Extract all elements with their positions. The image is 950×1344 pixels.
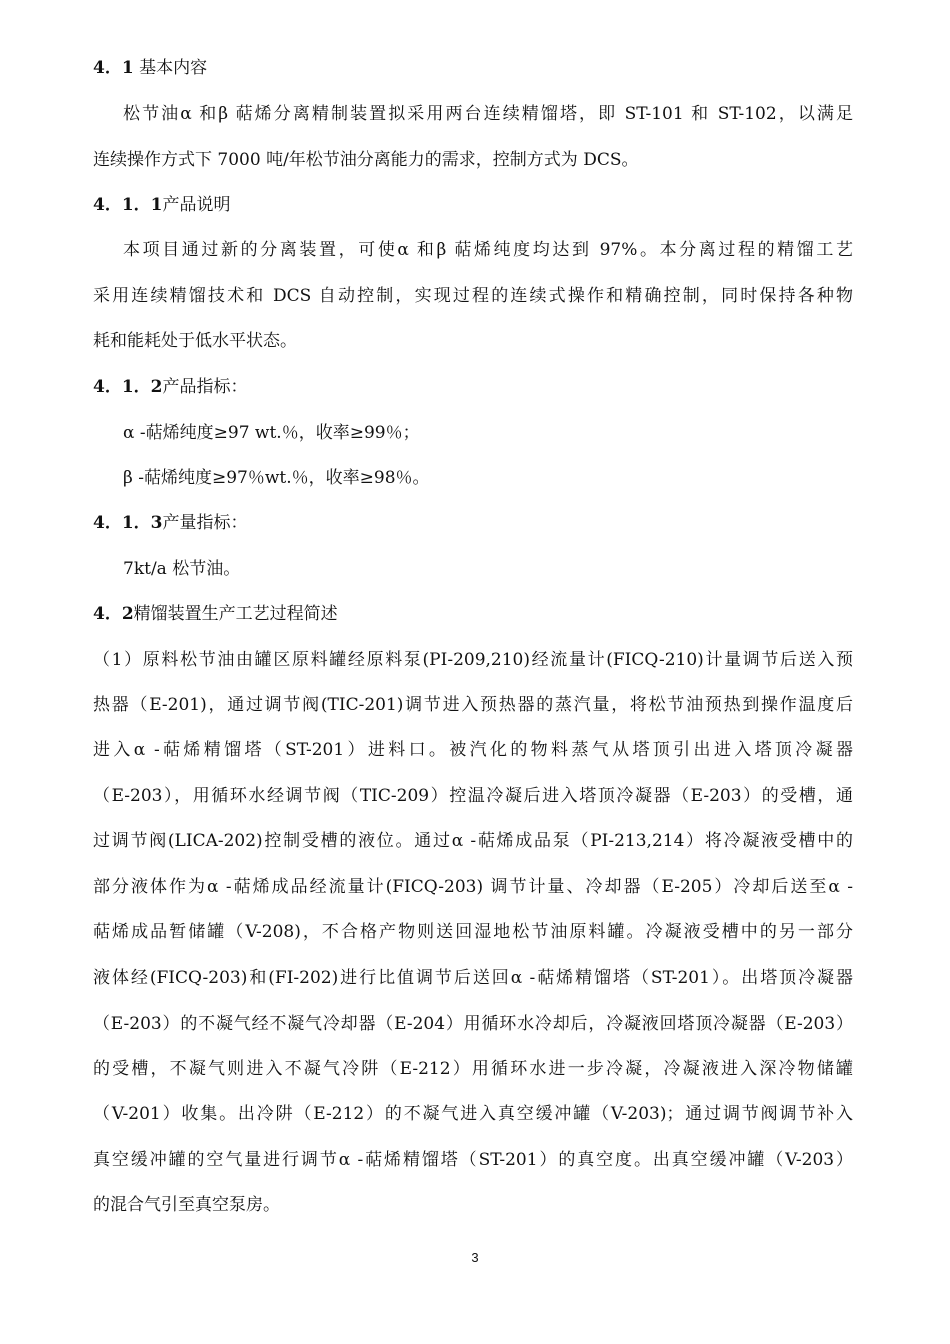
heading-4-1-3	[93, 512, 853, 534]
heading-title: 产量指标：	[162, 513, 248, 533]
paragraph-line: 耗和能耗处于低水平状态。	[93, 331, 297, 351]
paragraph-line: 连续操作方式下 7000 吨/年松节油分离能力的需求，控制方式为 DCS。	[93, 150, 639, 170]
spec-line-alpha: α -萜烯纯度≥97 wt.％，收率≥99％；	[123, 423, 420, 443]
heading-4-1-1	[93, 194, 853, 216]
process-line: （E-203），用循环水经调节阀（TIC-209）控温冷凝后进入塔顶冷凝器（E-203）的受槽，通	[93, 786, 853, 806]
process-line: 部分液体作为α -萜烯成品经流量计(FICQ-203) 调节计量、冷却器（E-205）冷却后送至α -	[93, 877, 853, 897]
process-line: （V-201）收集。出冷阱（E-212）的不凝气进入真空缓冲罐（V-203)；通过调节阀调节补入	[93, 1104, 853, 1124]
heading-number: 4．1	[93, 58, 134, 78]
heading-title: 产品说明	[162, 195, 231, 215]
process-line: 的混合气引至真空泵房。	[93, 1195, 280, 1215]
process-line: 萜烯成品暂储罐（V-208)，不合格产物则送回湿地松节油原料罐。冷凝液受槽中的另一部分	[93, 922, 853, 942]
heading-4-2	[93, 603, 853, 625]
process-line: 的受槽，不凝气则进入不凝气冷阱（E-212）用循环水进一步冷凝，冷凝液进入深冷物储罐	[93, 1059, 853, 1079]
heading-number: 4．1．2	[93, 377, 163, 397]
spec-line-beta: β -萜烯纯度≥97％wt.％，收率≥98％。	[123, 468, 430, 488]
process-line: 进入α -萜烯精馏塔（ST-201）进料口。被汽化的物料蒸气从塔顶引出进入塔顶冷凝器	[93, 740, 853, 760]
process-line: 过调节阀(LICA-202)控制受槽的液位。通过α -萜烯成品泵（PI-213,214）将冷凝液受槽中的	[93, 831, 853, 851]
process-line: 热器（E-201)，通过调节阀(TIC-201)调节进入预热器的蒸汽量，将松节油预热到操作温度后	[93, 695, 853, 715]
heading-4-1-2	[93, 376, 853, 398]
process-line: （E-203）的不凝气经不凝气冷却器（E-204）用循环水冷却后，冷凝液回塔顶冷凝器（E-203）	[93, 1014, 853, 1034]
process-line: 真空缓冲罐的空气量进行调节α -萜烯精馏塔（ST-201）的真空度。出真空缓冲罐（V-203）	[93, 1150, 853, 1170]
paragraph-line: 松节油α 和β 萜烯分离精制装置拟采用两台连续精馏塔，即 ST-101 和 ST-102，以满足	[123, 104, 853, 124]
paragraph-line: 本项目通过新的分离装置，可使α 和β 萜烯纯度均达到 97%。本分离过程的精馏工艺	[123, 240, 853, 260]
heading-number: 4．1．3	[93, 513, 163, 533]
paragraph-line: 采用连续精馏技术和 DCS 自动控制，实现过程的连续式操作和精确控制，同时保持各种物	[93, 286, 853, 306]
page-number: 3	[471, 1250, 479, 1265]
heading-title: 精馏装置生产工艺过程简述	[133, 604, 338, 624]
heading-4-1	[93, 57, 853, 79]
heading-title: 产品指标：	[162, 377, 248, 397]
process-line: （1）原料松节油由罐区原料罐经原料泵(PI-209,210)经流量计(FICQ-210)计量调节后送入预	[93, 650, 853, 670]
heading-number: 4．1．1	[93, 195, 163, 215]
heading-number: 4．2	[93, 604, 134, 624]
capacity-line: 7kt/a 松节油。	[123, 559, 241, 579]
process-line: 液体经(FICQ-203)和(FI-202)进行比值调节后送回α -萜烯精馏塔（ST-201）。出塔顶冷凝器	[93, 968, 853, 988]
heading-title: 基本内容	[139, 58, 208, 78]
